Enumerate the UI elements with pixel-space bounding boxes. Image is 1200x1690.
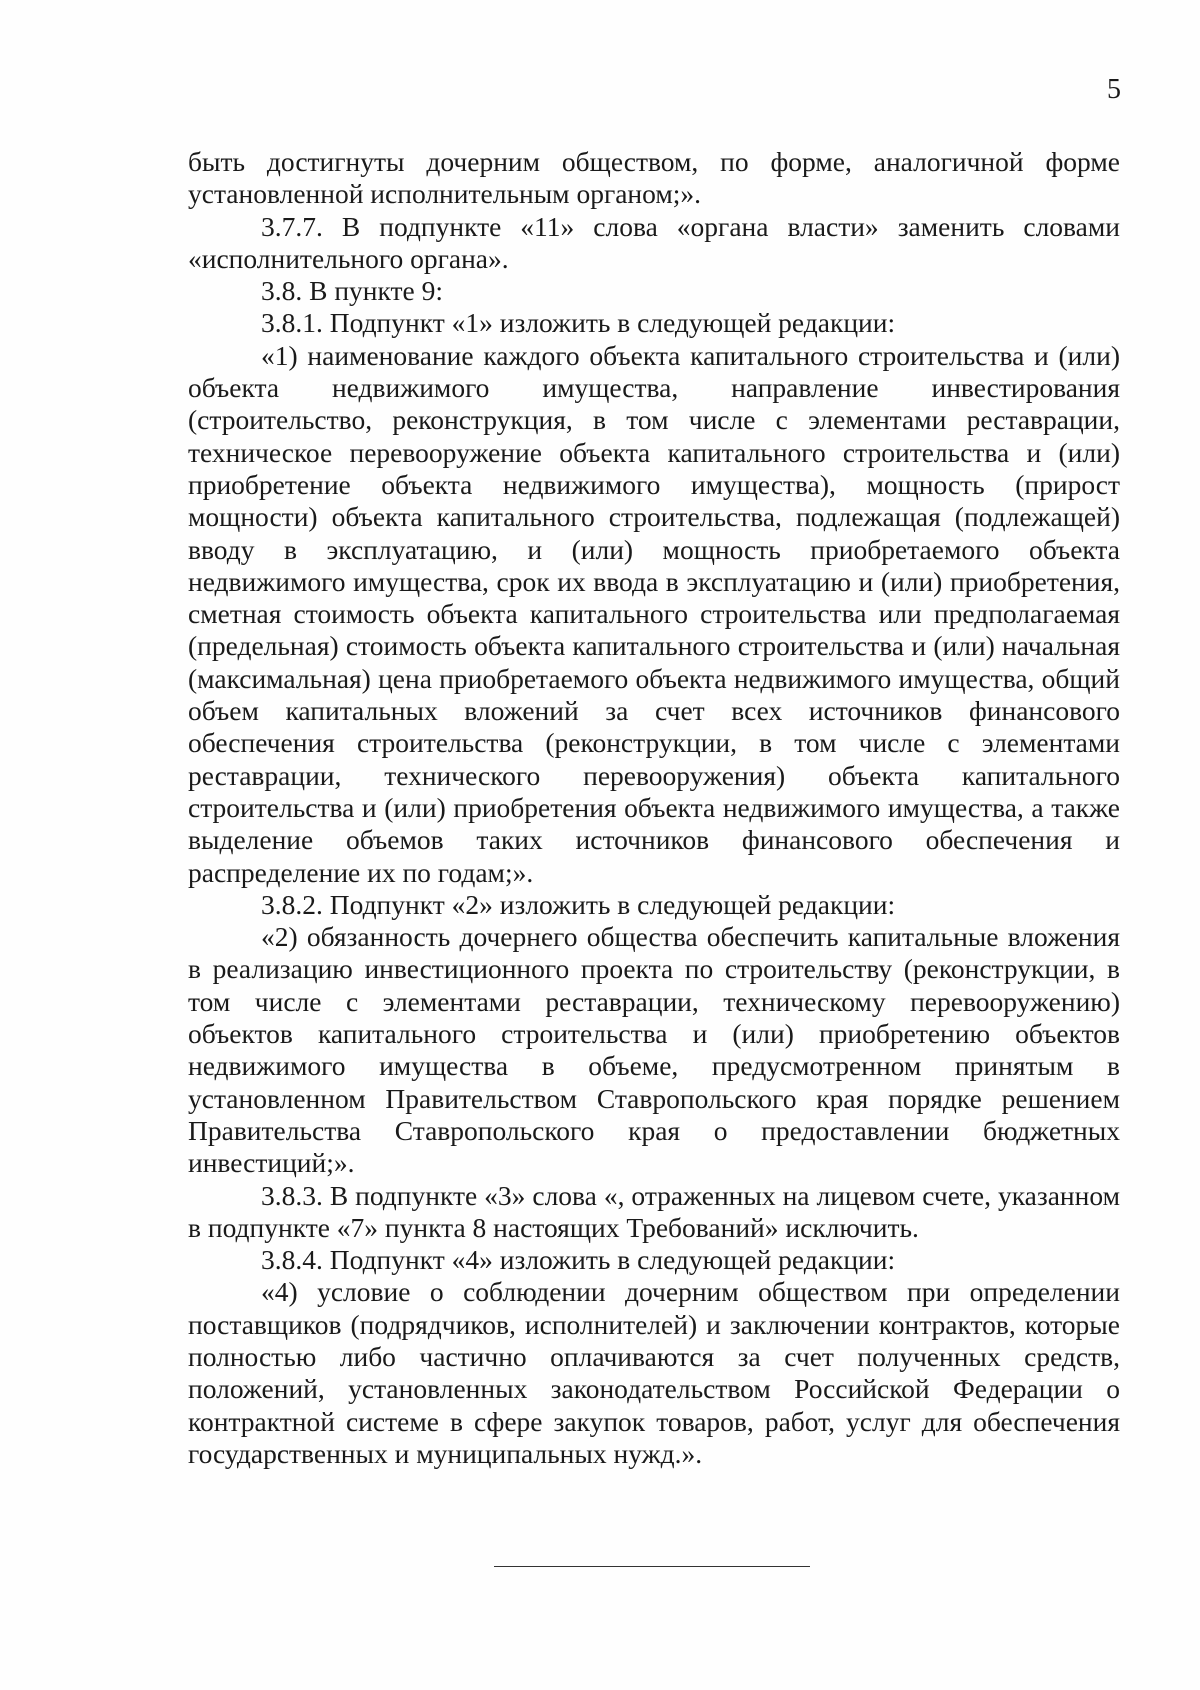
paragraph-3-8-1: 3.8.1. Подпункт «1» изложить в следующей редакции:: [261, 307, 896, 339]
paragraph-3-8-2: 3.8.2. Подпункт «2» изложить в следующей редакции:: [261, 888, 896, 920]
paragraph-3-7-7: 3.7.7. В подпункте «11» слова «органа власти» заменить словами «исполнительного органа».: [188, 210, 1120, 274]
paragraph-3-8-4: 3.8.4. Подпункт «4» изложить в следующей редакции:: [261, 1244, 896, 1276]
page-number: 5: [1107, 74, 1121, 105]
paragraph-3-8: 3.8. В пункте 9:: [261, 275, 444, 307]
quoted-subclause-1: «1) наименование каждого объекта капитального строительства и (или) объекта недвижимого имущества, направление инвестирования (строительство, реконструкция, в том числе с элементами реставрации, техническое перевооружение объекта капитального строительства и (или) приобретение объекта недвижимого имущества), мощность (прирост мощности) объекта капитального строительства, подлежащая (подлежащей) вводу в эксплуатацию, и (или) мощность приобретаемого объекта недвижимого имущества, срок их ввода в эксплуатацию и (или) приобретения, сметная стоимость объекта капитального строительства или предполагаемая (предельная) стоимость объекта капитального строительства и (или) начальная (максимальная) цена приобретаемого объекта недвижимого имущества, общий объем капитальных вложений за счет всех источников финансового обеспечения строительства (реконструкции, в том числе с элементами реставрации, технического перевооружения) объекта капитального строительства и (или) приобретения объекта недвижимого имущества, а также выделение объемов таких источников финансового обеспечения и распределение их по годам;».: [188, 339, 1120, 888]
document-body: [188, 146, 1120, 1470]
paragraph-continuation: быть достигнуты дочерним обществом, по форме, аналогичной форме установленной исполнительным органом;».: [188, 146, 1120, 210]
quoted-subclause-4: «4) условие о соблюдении дочерним обществом при определении поставщиков (подрядчиков, исполнителей) и заключении контрактов, которые полностью либо частично оплачиваются за счет полученных средств, положений, установленных законодательством Российской Федерации о контрактной системе в сфере закупок товаров, работ, услуг для обеспечения государственных и муниципальных нужд.».: [188, 1276, 1120, 1469]
closing-divider-line: [494, 1566, 810, 1567]
paragraph-3-8-3: 3.8.3. В подпункте «3» слова «, отраженных на лицевом счете, указанном в подпункте «7» пункта 8 настоящих Требований» исключить.: [188, 1179, 1120, 1243]
quoted-subclause-2: «2) обязанность дочернего общества обеспечить капитальные вложения в реализацию инвестиционного проекта по строительству (реконструкции, в том числе с элементами реставрации, техническому перевооружению) объектов капитального строительства и (или) приобретению объектов недвижимого имущества в объеме, предусмотренном принятым в установленном Правительством Ставропольского края порядке решением Правительства Ставропольского края о предоставлении бюджетных инвестиций;».: [188, 921, 1120, 1179]
